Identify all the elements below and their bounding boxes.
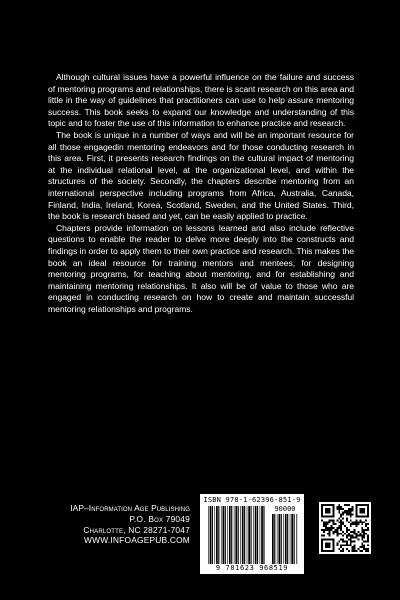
blurb-paragraph-2: The book is unique in a number of ways and will be an important resource for all those engagedin mentoring endeavors and for those conducting research in this area. First, it presents research findings on the cultural impact of mentoring at the individual relational level, at the organizational level, and within the structures of the society. Secondly, the chapters describe mentoring from an international perspective including programs from Africa, Australia, Canada, Finland, India, Ireland, Korea, Scotland, Sweden, and the United States. Third, the book is research based and yet, can be easily applied to practice. [48, 129, 354, 222]
barcode-icon [208, 506, 266, 564]
price-barcode-icon [272, 514, 298, 564]
publisher-info [40, 503, 190, 546]
blurb-paragraph-3: Chapters provide information on lessons learned and also include reflective questions to enable the reader to delve more deeply into the constructs and findings in order to apply them to their own practice and research. This makes the book an ideal resource for training mentors and mentees, for designing mentoring programs, for teaching about mentoring, and for establishing and maintaining mentoring relationships. It also will be of value to those who are engaged in conducting research on how to create and maintain successful mentoring relationships and programs. [48, 222, 354, 314]
back-cover-blurb [48, 72, 354, 315]
price-code: 90000 [274, 505, 296, 513]
publisher-website[interactable]: WWW.INFOAGEPUB.COM [84, 535, 190, 546]
blurb-paragraph-1: Although cultural issues have a powerful influence on the failure and success of mentoring programs and relationships, there is scant research on this area and little in the way of guidelines that practitioners can use to help assure mentoring success. This book seeks to expand our knowledge and understanding of this topic and to foster the use of this information to enhance practice and research. [48, 72, 354, 129]
qr-code-icon [319, 502, 371, 554]
publisher-city: Charlotte, NC 28271-7047 [83, 524, 190, 535]
publisher-po-box: P.O. Box 79049 [129, 513, 190, 524]
isbn-label: ISBN 978-1-62396-851-9 [203, 496, 301, 504]
isbn-barcode [200, 494, 304, 574]
ean-digits: 9 781623 968519 [215, 564, 289, 572]
publisher-name: IAP–Information Age Publishing [70, 503, 190, 513]
